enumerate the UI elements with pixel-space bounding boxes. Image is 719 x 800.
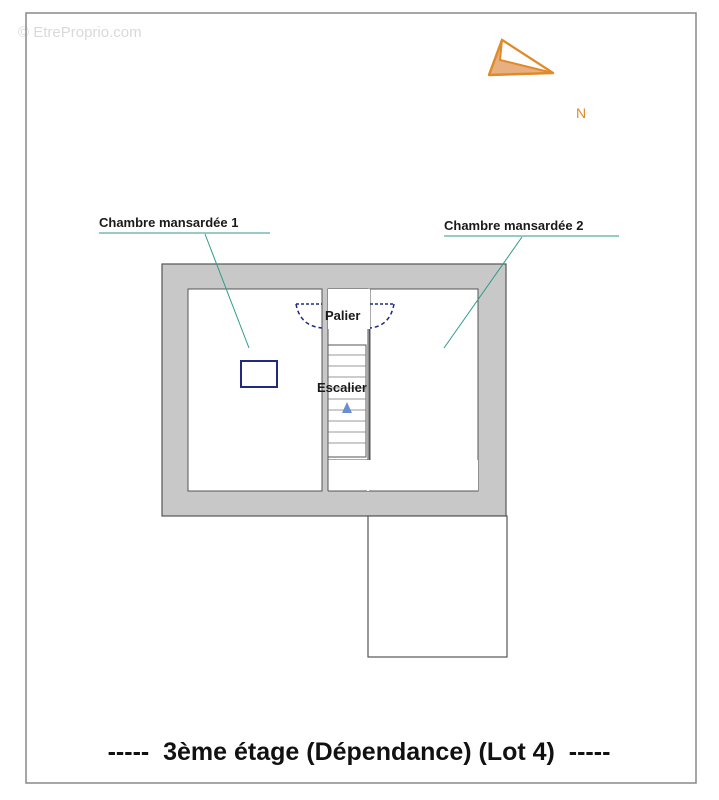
north-arrow-icon bbox=[489, 40, 553, 75]
label-stairs: Escalier bbox=[317, 380, 367, 395]
watermark-text: © EtreProprio.com bbox=[18, 24, 142, 41]
label-bedroom-1: Chambre mansardée 1 bbox=[99, 215, 239, 230]
label-bedroom-2: Chambre mansardée 2 bbox=[444, 218, 584, 233]
north-label: N bbox=[576, 105, 587, 121]
annex-area bbox=[368, 516, 507, 657]
label-landing: Palier bbox=[325, 308, 361, 323]
staircase bbox=[328, 345, 366, 457]
floor-title: ----- 3ème étage (Dépendance) (Lot 4) ----- bbox=[107, 738, 611, 766]
floor-opening bbox=[328, 460, 478, 491]
